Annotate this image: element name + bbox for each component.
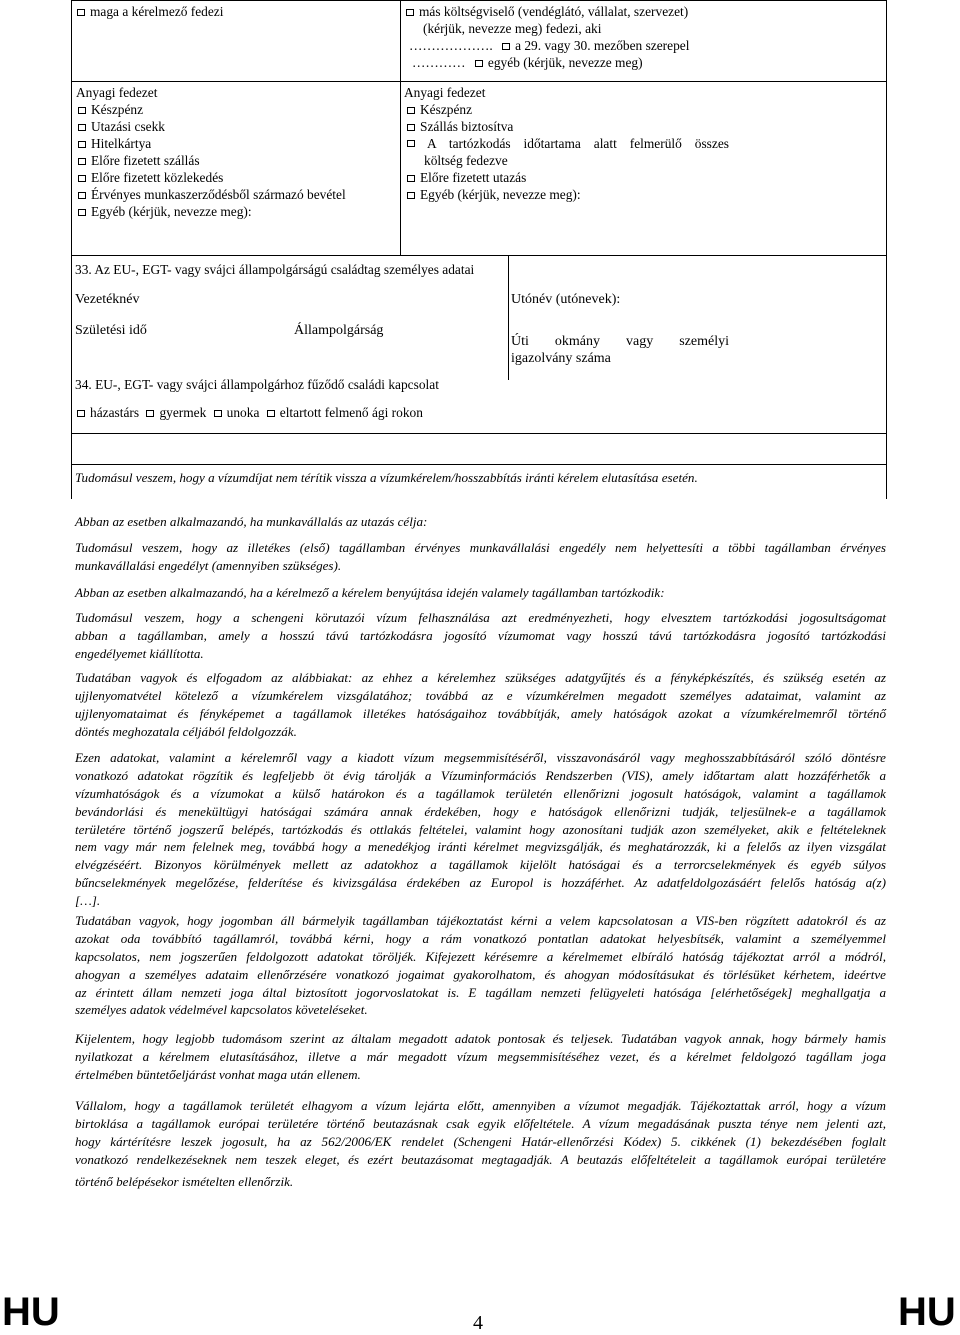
section-34-title: 34. EU-, EGT- vagy svájci állampolgárhoz fűződő családi kapcsolat bbox=[75, 377, 439, 392]
checkbox-icon[interactable] bbox=[502, 43, 510, 50]
right-means-item[interactable]: Előre fizetett utazás bbox=[407, 169, 526, 187]
checkbox-icon[interactable] bbox=[77, 410, 85, 417]
checkbox-icon[interactable] bbox=[267, 410, 275, 417]
table-left-border bbox=[71, 0, 72, 255]
right-means-item[interactable]: Készpénz bbox=[407, 101, 472, 119]
sponsor-option[interactable]: más költségviselő (vendéglátó, vállalat, szervezet) bbox=[406, 3, 688, 21]
left-means-item[interactable]: Előre fizetett szállás bbox=[78, 152, 200, 170]
left-means-item[interactable]: Előre fizetett közlekedés bbox=[78, 169, 223, 187]
checkbox-icon[interactable] bbox=[78, 209, 86, 216]
checkbox-icon[interactable] bbox=[78, 175, 86, 182]
checkbox-icon[interactable] bbox=[78, 192, 86, 199]
table-lower-left-border bbox=[71, 255, 72, 499]
rights-paragraph: Tudatában vagyok, hogy jogomban áll bármelyik tagállamban tájékoztatást kérni a velem kapcsolatosan a VIS-ben rögzített adatokról és az azokat oda továbbító tagállamról, továbbá kérni, hogy a rám vonatkozó pontatlan adatokat helyesbítsék, valamint a személyemmel kapcsolatos, nem jogszerűen feldolgozott adatokat töröljék. Kifejezett kérésemre a kérelmemet elbíráló hatóság tájékoztat arról a módról, ahogyan a személyes adataim ellenőrzésére vonatkozó jogaimat gyakorolhatom, és ahogyan módosításukat és törlésüket kérhetem, ideértve az érintett állam nemzeti joga által biztosított jogorvoslatokat is. E tagállam nemzeti felügyeleti hatósága [elérhetőségek] meghallgatja a személyes adatok védelmével kapcsolatos követeléseket. bbox=[75, 913, 886, 1018]
checkbox-icon[interactable] bbox=[146, 410, 154, 417]
left-means-item[interactable]: Utazási csekk bbox=[78, 118, 165, 136]
section-33-title: 33. Az EU-, EGT- vagy svájci állampolgárságú családtag személyes adatai bbox=[75, 262, 475, 277]
table-right-border bbox=[886, 0, 887, 499]
sponsor-line-3: ………………. a 29. vagy 30. mezőben szerepel bbox=[409, 38, 690, 53]
left-means-item[interactable]: Érvényes munkaszerződésből származó bevétel bbox=[78, 186, 346, 204]
right-means-heading: Anyagi fedezet bbox=[404, 85, 486, 100]
relation-cell-right-border bbox=[508, 255, 509, 380]
table-middle-border bbox=[400, 0, 401, 255]
right-means-item[interactable]: A tartózkodás időtartama alatt felmerülő összes bbox=[407, 135, 729, 153]
row-divider-2 bbox=[71, 255, 887, 256]
left-means-item[interactable]: Hitelkártya bbox=[78, 135, 151, 153]
left-means-item[interactable]: Készpénz bbox=[78, 101, 143, 119]
checkbox-icon[interactable] bbox=[407, 140, 415, 147]
residence-heading: Abban az esetben alkalmazandó, ha a kérelmező a kérelem benyújtása idején valamely tagállamban tartózkodik: bbox=[75, 585, 665, 600]
vis-paragraph: Ezen adatokat, valamint a kérelemről vagy a kiadott vízum megsemmisítéséről, visszavonásáról vagy meghosszabbításáról szóló döntésre vonatkozó adatokat rögzítik és legfeljebb öt évig tárolják a Vízuminformációs Rendszerben (VIS), amely időtartam alatt hozzáférhetők a vízumhatóságok és a vízumokat a külső határokon és a tagállamok területén ellenőrizni jogosult hatóságok, valamint a tagállamok bevándorlási és menekültügyi hatóságai számára annak érdekében, hogy e hatóságok ellenőrizni tudják, teljesülnek-e a tagállamok területére történő jogszerű belépés, tartózkodás és ottlakás feltételei, valamint hogy azonosítani tudják azon személyeket, akik e feltételeknek nem vagy már nem felelnek meg, továbbá hogy a menedékjog iránti kérelmet megvizsgálják, és meghatározzák, ki a felelős az ilyen vizsgálat elvégzéséért. Bizonyos körülmények mellett az adatokhoz a tagállamok kijelölt hatóságai és a terrorcselekmények és egyéb súlyos bűncselekmények megelőzése, felderítése és kivizsgálása érdekében az Europol is hozzáférhet. Az adatfeldolgozásáért felelős hatóság a(z) […]. bbox=[75, 750, 886, 909]
relationship-option[interactable]: házastárs bbox=[77, 405, 139, 420]
relationship-option[interactable]: unoka bbox=[214, 405, 260, 420]
checkbox-icon[interactable] bbox=[78, 158, 86, 165]
birth-date-label: Születési idő bbox=[75, 323, 147, 338]
checkbox-icon[interactable] bbox=[214, 410, 222, 417]
left-means-heading: Anyagi fedezet bbox=[76, 85, 158, 100]
given-name-label: Utónév (utónevek): bbox=[511, 292, 621, 307]
relationship-options bbox=[77, 404, 423, 422]
relationship-option[interactable]: gyermek bbox=[146, 405, 206, 420]
checkbox-icon[interactable] bbox=[407, 175, 415, 182]
checkbox-icon[interactable] bbox=[77, 9, 85, 16]
residence-paragraph: Tudomásul veszem, hogy a schengeni körutazói vízum felhasználása azt eredményezheti, hogy elvesztem tartózkodási jogosultságomat abban a tagállamban, amely a hosszú távú tartózkodásra jogosító vízumomat vagy hosszú távú tartózkodásra jogosító tartózkodási engedélyemet kiállította. bbox=[75, 610, 886, 661]
visa-fee-statement: Tudomásul veszem, hogy a vízumdíjat nem térítik vissza a vízumkérelem/hosszabbítás iránti kérelem elutasítása esetén. bbox=[75, 470, 698, 485]
right-means-item-cont: költség fedezve bbox=[424, 153, 508, 168]
nationality-label: Állampolgárság bbox=[294, 323, 384, 338]
leave-territory-paragraph: Vállalom, hogy a tagállamok területét elhagyom a vízum lejárta előtt, amennyiben a vízumot megadják. Tájékoztattak arról, hogy a vízum birtoklása a tagállamok európai területére történő beutazásnak csak egyik előfeltétele. A vízum megadásának puszta ténye nem jelenti azt, hogy kártérítésre leszek jogosult, ha az 562/2006/EK rendelet (Schengeni Határ-ellenőrzési Kódex) 5. cikkének (1) bekezdésében foglalt vonatkozó rendelkezéseknek nem teszek eleget, és ezért beutazásomat megtagadják. A beutazás előfeltételeit a tagállamok európai területére történő belépésekor ismételten ellenőrzik. bbox=[75, 1098, 886, 1189]
right-means-item[interactable]: Egyéb (kérjük, nevezze meg): bbox=[407, 186, 581, 204]
relationship-option[interactable]: eltartott felmenő ági rokon bbox=[267, 405, 423, 420]
checkbox-icon[interactable] bbox=[475, 60, 483, 67]
surname-label: Vezetéknév bbox=[75, 292, 140, 307]
checkbox-icon[interactable] bbox=[407, 107, 415, 114]
sponsor-line-2: (kérjük, nevezze meg) fedezi, aki bbox=[423, 21, 602, 36]
sponsor-line-4: ………… egyéb (kérjük, nevezze meg) bbox=[412, 55, 643, 70]
work-heading: Abban az esetben alkalmazandó, ha munkavállalás az utazás célja: bbox=[75, 514, 428, 529]
checkbox-icon[interactable] bbox=[406, 9, 414, 16]
checkbox-icon[interactable] bbox=[78, 107, 86, 114]
checkbox-icon[interactable] bbox=[78, 141, 86, 148]
travel-doc-label: Úti okmány vagy személyi bbox=[511, 334, 729, 349]
checkbox-icon[interactable] bbox=[78, 124, 86, 131]
self-funded-option[interactable]: maga a kérelmező fedezi bbox=[77, 3, 223, 21]
checkbox-icon[interactable] bbox=[407, 192, 415, 199]
work-paragraph: Tudomásul veszem, hogy az illetékes (első) tagállamban érvényes munkavállalási engedély nem helyettesíti a többi tagállamban érvényes munkavállalási engedélyt (amennyiben szükséges). bbox=[75, 540, 886, 573]
row-divider-top bbox=[71, 0, 887, 1]
row-divider-1 bbox=[71, 81, 887, 82]
footer-language-code-right: HU bbox=[898, 1290, 956, 1334]
row-divider-4 bbox=[71, 464, 887, 465]
travel-doc-label-2: igazolvány száma bbox=[511, 351, 611, 366]
footer-language-code-left: HU bbox=[2, 1290, 60, 1334]
right-means-item[interactable]: Szállás biztosítva bbox=[407, 118, 513, 136]
page-number: 4 bbox=[473, 1312, 483, 1334]
data-collection-paragraph: Tudatában vagyok és elfogadom az alábbiakat: az ehhez a kérelemhez szükséges adatgyűjtés és a fényképkészítés, és szükség esetén az ujjlenyomatvétel kötelező a vízumkérelem vizsgálatához; továbbá az e vízumkérelmen megadott személyes adataimat, valamint az ujjlenyomataimat és fényképemet a tagállamok illetékes hatóságaihoz továbbítják, amely hatóságok azokat a vízumkérelmemről történő döntés meghozatala céljából feldolgozzák. bbox=[75, 670, 886, 739]
truthfulness-paragraph: Kijelentem, hogy legjobb tudomásom szerint az általam megadott adatok pontosak és teljesek. Tudatában vagyok annak, hogy bármely hamis nyilatkozat a kérelmem elutasításához, illetve a már megadott vízum megsemmisítéséhez vezet, és a kérelmet feldolgozó tagállam joga értelmében büntetőeljárást vonhat maga után ellenem. bbox=[75, 1031, 886, 1082]
row-divider-3 bbox=[71, 433, 887, 434]
checkbox-icon[interactable] bbox=[407, 124, 415, 131]
left-means-item[interactable]: Egyéb (kérjük, nevezze meg): bbox=[78, 203, 252, 221]
